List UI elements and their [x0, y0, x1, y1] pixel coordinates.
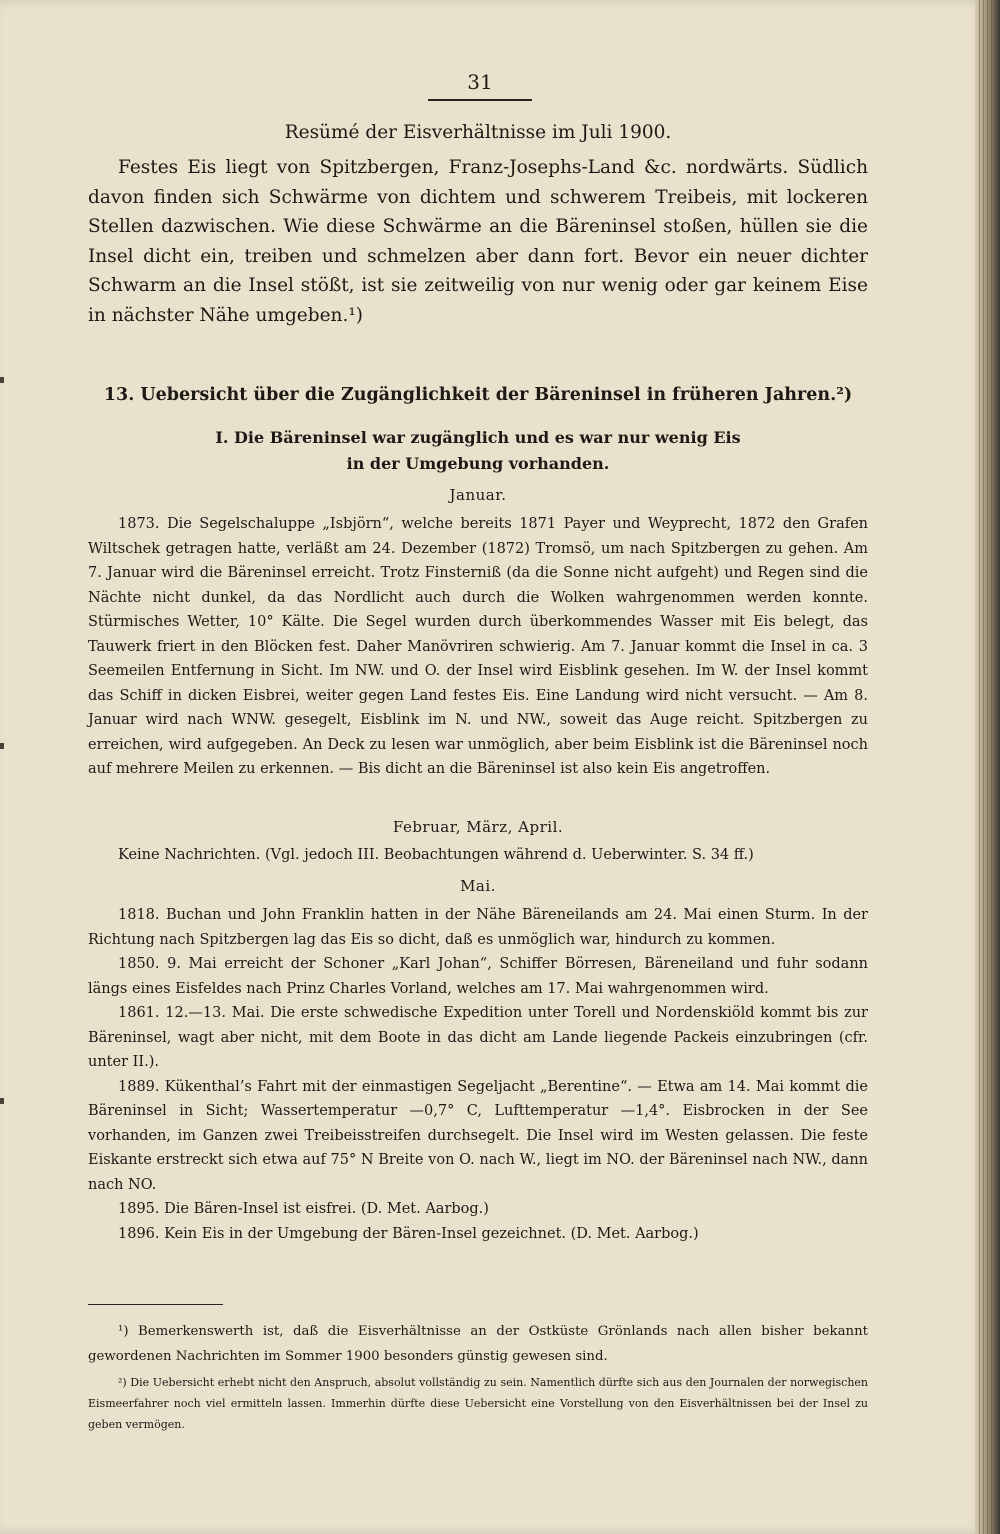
entry-mai-1850: 1850. 9. Mai erreicht der Schoner „Karl Johan“, Schiffer Börresen, Bäreneiland und fuhr sodann längs eines Eisfeldes nach Prinz Charles Vorland, welches am 17. Mai wahrgenommen wird.	[88, 956, 868, 997]
page-edge-line	[983, 0, 984, 1534]
page-edge-line	[991, 0, 992, 1534]
entry-mai-1818: 1818. Buchan und John Franklin hatten in der Nähe Bäreneilands am 24. Mai einen Sturm. In der Richtung nach Spitzbergen lag das Eis so dicht, daß es unmöglich war, hindurch zu kommen.	[88, 907, 868, 948]
entry-mai-1896: 1896. Kein Eis in der Umgebung der Bären-Insel gezeichnet. (D. Met. Aarbog.)	[118, 1225, 699, 1242]
margin-mark	[0, 377, 4, 383]
month-heading-februar-april: Februar, März, April.	[392, 818, 564, 836]
resume-paragraph: Festes Eis liegt von Spitzbergen, Franz-Josephs-Land &c. nordwärts. Südlich davon finden sich Schwärme von dichtem und schwerem Treibeis, mit lockeren Stellen dazwischen. Wie diese Schwärme an die Bäreninsel stoßen, hüllen sie die Insel dicht ein, treiben und schmelzen aber dann fort. Bevor ein neuer dichter Schwarm an die Insel stößt, ist sie zeitweilig von nur wenig oder gar keinem Eise in nächster Nähe umgeben.¹)	[88, 157, 868, 326]
entry-mai-1895: 1895. Die Bären-Insel ist eisfrei. (D. Met. Aarbog.)	[118, 1201, 489, 1217]
part-1-heading-line-2: in der Umgebung vorhanden.	[346, 454, 610, 473]
month-heading-januar: Januar.	[449, 486, 507, 504]
page-edge-line	[979, 0, 980, 1534]
entry-mai-1861: 1861. 12.—13. Mai. Die erste schwedische Expedition unter Torell und Nordenskiöld kommt bis zur Bäreninsel, wagt aber nicht, mit dem Boote in das dicht am Lande liegende Packeis einzubringen (cfr. unter II.).	[88, 1005, 868, 1070]
footnote-2: ²) Die Uebersicht erhebt nicht den Anspruch, absolut vollständig zu sein. Namentlich dürfte sich aus den Journalen der norwegischen Eismeerfahrer noch viel ermitteln lassen. Immerhin dürfte diese Uebersicht eine Vorstellung von den Eisverhältnissen bei der Insel zu geben vermögen.	[88, 1376, 868, 1431]
month-heading-mai: Mai.	[460, 877, 496, 895]
section-13-heading: 13. Uebersicht über die Zugänglichkeit der Bäreninsel in früheren Jahren.²)	[103, 385, 853, 405]
page-number-rule	[428, 99, 532, 101]
entry-mai-1889: 1889. Kükenthal’s Fahrt mit der einmastigen Segeljacht „Berentine“. — Etwa am 14. Mai kommt die Bäreninsel in Sicht; Wassertemperatur —0,7° C, Lufttemperatur —1,4°. Eisbrocken in der See vorhanden, im Ganzen zwei Treibeisstreifen durchsegelt. Die Insel wird im Westen gelassen. Die feste Eiskante erstreckt sich etwa auf 75° N Breite von O. nach W., liegt im NO. der Bäreninsel nach NW., dann nach NO.	[88, 1078, 868, 1193]
part-1-heading	[88, 425, 868, 477]
margin-mark	[0, 1098, 4, 1104]
footnote-rule	[88, 1304, 223, 1305]
footnote-1: ¹) Bemerkenswerth ist, daß die Eisverhältnisse an der Ostküste Grönlands nach allen bisher bekannt gewordenen Nachrichten im Sommer 1900 besonders günstig gewesen sind.	[88, 1324, 868, 1364]
mai-entries	[88, 903, 868, 1246]
part-1-heading-line-1: I. Die Bäreninsel war zugänglich und es war nur wenig Eis	[215, 428, 741, 447]
page-edge-line	[987, 0, 988, 1534]
book-page-edge	[975, 0, 1000, 1534]
entry-februar-april: Keine Nachrichten. (Vgl. jedoch III. Beobachtungen während d. Ueberwinter. S. 34 ff.)	[118, 847, 754, 863]
page-number: 31	[467, 70, 493, 94]
margin-mark	[0, 743, 4, 749]
resume-title: Resümé der Eisverhältnisse im Juli 1900.	[284, 122, 672, 143]
entry-januar-1873: 1873. Die Segelschaluppe „Isbjörn“, welche bereits 1871 Payer und Weyprecht, 1872 den Grafen Wiltschek getragen hatte, verläßt am 24. Dezember (1872) Tromsö, um nach Spitzbergen zu gehen. Am 7. Januar wird die Bäreninsel erreicht. Trotz Finsterniß (da die Sonne nicht aufgeht) und Regen sind die Nächte nicht dunkel, da das Nordlicht auch durch die Wolken wahrgenommen werden konnte. Stürmisches Wetter, 10° Kälte. Die Segel wurden durch überkommendes Wasser mit Eis belegt, das Tauwerk friert in den Blöcken fest. Daher Manövriren schwierig. Am 7. Januar kommt die Insel in ca. 3 Seemeilen Entfernung in Sicht. Im NW. und O. der Insel wird Eisblink gesehen. Im W. der Insel kommt das Schiff in dicken Eisbrei, weiter gegen Land festes Eis. Eine Landung wird nicht versucht. — Am 8. Januar wird nach WNW. gesegelt, Eisblink im N. und NW., soweit das Auge reicht. Spitzbergen zu erreichen, wird aufgegeben. An Deck zu lesen war unmöglich, aber beim Eisblink ist die Bäreninsel noch auf mehrere Meilen zu erkennen. — Bis dicht an die Bäreninsel ist also kein Eis angetroffen.	[88, 516, 868, 777]
